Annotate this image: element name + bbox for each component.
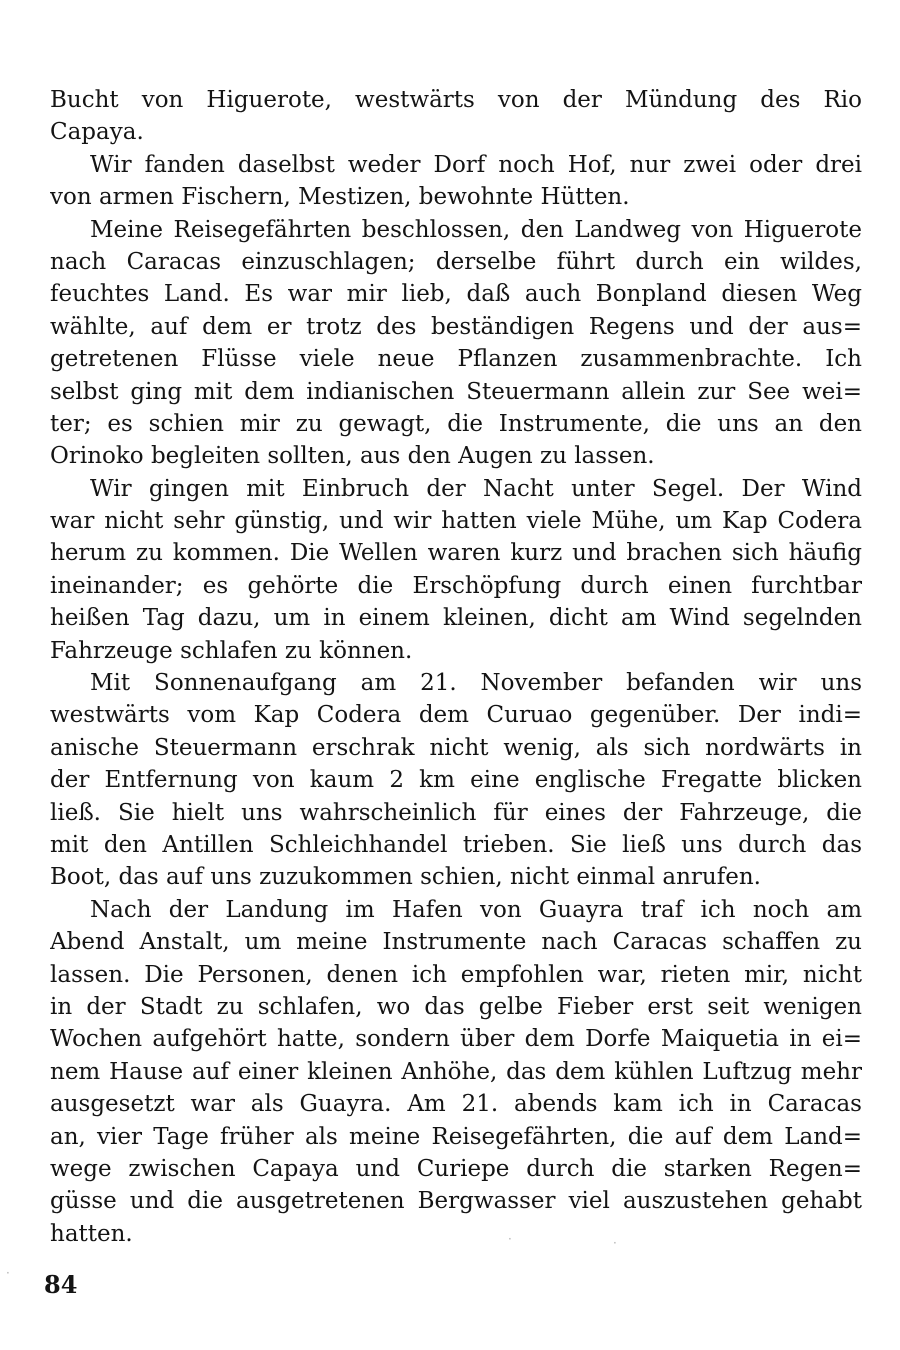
text-line: in der Stadt zu schlafen, wo das gelbe Fieber erst seit wenigen	[50, 993, 862, 1020]
text-line: ausgesetzt war als Guayra. Am 21. abends kam ich in Caracas	[50, 1091, 862, 1118]
paragraph-2	[50, 149, 862, 214]
text-line: ter; es schien mir zu gewagt, die Instrumente, die uns an den	[50, 410, 862, 437]
text-line: Fahrzeuge schlafen zu können.	[50, 637, 413, 664]
text-line: anische Steuermann erschrak nicht wenig, als sich nordwärts in	[50, 734, 862, 761]
text-line: heißen Tag dazu, um in einem kleinen, dicht am Wind segelnden	[50, 605, 862, 632]
text-line: Abend Anstalt, um meine Instrumente nach Caracas schaffen zu	[50, 929, 862, 956]
paper-speck: ·	[613, 1236, 617, 1250]
text-line: Nach der Landung im Hafen von Guayra traf ich noch am	[90, 896, 862, 923]
text-line: nem Hause auf einer kleinen Anhöhe, das dem kühlen Luftzug mehr	[50, 1058, 862, 1085]
text-line: getretenen Flüsse viele neue Pflanzen zusammenbrachte. Ich	[50, 346, 862, 373]
page-number: 84	[44, 1270, 78, 1299]
paragraph-6	[50, 894, 862, 1250]
text-line: Wochen aufgehört hatte, sondern über dem Dorfe Maiquetia in ei=	[50, 1026, 862, 1053]
text-line: wege zwischen Capaya und Curiepe durch die starken Regen=	[50, 1155, 862, 1182]
text-line: hatten.	[50, 1220, 133, 1247]
paper-speck: ·	[508, 1232, 512, 1246]
text-line: westwärts vom Kap Codera dem Curuao gegenüber. Der indi=	[50, 702, 862, 729]
text-line: selbst ging mit dem indianischen Steuermann allein zur See wei=	[50, 378, 862, 405]
text-line: Orinoko begleiten sollten, aus den Augen zu lassen.	[50, 443, 655, 470]
text-line: von armen Fischern, Mestizen, bewohnte Hütten.	[50, 184, 630, 211]
text-line: Wir fanden daselbst weder Dorf noch Hof, nur zwei oder drei	[90, 151, 862, 178]
text-line: Capaya.	[50, 119, 144, 146]
paragraph-5	[50, 667, 862, 894]
text-line: güsse und die ausgetretenen Bergwasser viel auszustehen gehabt	[50, 1188, 862, 1215]
text-line: ineinander; es gehörte die Erschöpfung durch einen furchtbar	[50, 572, 862, 599]
text-line: Wir gingen mit Einbruch der Nacht unter Segel. Der Wind	[90, 475, 862, 502]
text-line: feuchtes Land. Es war mir lieb, daß auch Bonpland diesen Weg	[50, 281, 862, 308]
paragraph-3	[50, 214, 862, 473]
paragraph-1	[50, 84, 862, 149]
text-line: wählte, auf dem er trotz des beständigen Regens und der aus=	[50, 313, 862, 340]
paragraph-4	[50, 473, 862, 667]
text-line: an, vier Tage früher als meine Reisegefährten, die auf dem Land=	[50, 1123, 862, 1150]
paper-speck: ·	[6, 1266, 10, 1280]
text-line: lassen. Die Personen, denen ich empfohlen war, rieten mir, nicht	[50, 961, 862, 988]
text-line: nach Caracas einzuschlagen; derselbe führt durch ein wildes,	[50, 248, 862, 275]
text-line: war nicht sehr günstig, und wir hatten viele Mühe, um Kap Codera	[50, 508, 862, 535]
text-line: Boot, das auf uns zuzukommen schien, nicht einmal anrufen.	[50, 864, 761, 891]
text-line: der Entfernung von kaum 2 km eine englische Fregatte blicken	[50, 767, 862, 794]
text-line: Bucht von Higuerote, westwärts von der Mündung des Rio	[50, 87, 862, 113]
text-line: herum zu kommen. Die Wellen waren kurz und brachen sich häufig	[50, 540, 862, 567]
text-line: Mit Sonnenaufgang am 21. November befanden wir uns	[90, 670, 862, 697]
text-line: mit den Antillen Schleichhandel trieben. Sie ließ uns durch das	[50, 831, 862, 858]
text-line: Meine Reisegefährten beschlossen, den Landweg von Higuerote	[90, 216, 862, 243]
text-line: ließ. Sie hielt uns wahrscheinlich für eines der Fahrzeuge, die	[50, 799, 862, 826]
page-body	[50, 84, 862, 1250]
